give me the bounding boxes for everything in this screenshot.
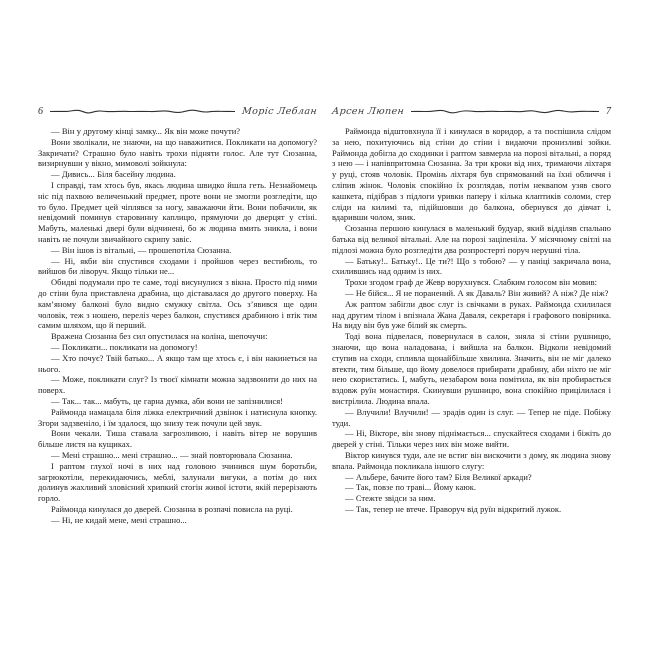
page-number-right: 7 — [606, 105, 611, 117]
running-head-author: Моріс Леблан — [241, 105, 318, 117]
paragraph: — Ні, не кидай мене, мені страшно... — [51, 514, 187, 525]
paragraph: Сюзанна першою кинулася в маленький будуар, який відділяв спальню батька від великої вітальні. Але на порозі заціпеніла. У місячному світлі на підлозі можна було розгледіти два розпростерті поруч нерушні тіла. — [332, 223, 611, 255]
paragraph: І справді, там хтось був, якась людина швидко йшла геть. Незнайомець ніс під пахвою величенький предмет, проте вони не змогли розгледіти, що то було. Предмет цей чіплявся за ногу, заважаючи йти. Вони побачили, як невідомий поминув старовинну каплицю, прямуючи до дверцят у стіні. Мабуть, маленькі двері були відчинені, бо ж людина вмить зникла, і вони навіть не почули звичайного скрипу завіс. — [38, 179, 317, 244]
decorative-squiggle-rule — [50, 107, 235, 116]
paragraph: Аж раптом забігли двоє слуг із свічками в руках. Раймонда схилилася над другим тілом і впізнала Жана Даваля, секретаря і графового повірника. На виду він був уже білий як смерть. — [332, 298, 611, 331]
paragraph: Трохи згодом граф де Жевр ворухнувся. Слабким голосом він мовив: — [345, 277, 597, 288]
paragraph: Тоді вона підвелася, повернулася в салон, зняла зі стіни рушницю, знаючи, що вона наладована, і вийшла на балкон. Відколи невідомий ступив на сходи, спливла щонайбільше хвилина. Значить, він не міг далеко втекти, тим більше, що йому довелося прибирати драбину, аби ніхто не міг нею скористатись. І, мабуть, незабаром вона помітила, як він пробирається вздовж руїн монастиря. Скинувши рушницю, вона спокійно прицілилася і вистрілила. Людина впала. — [332, 331, 611, 406]
paragraph: — Ні, якби він спустився сходами і пройшов через вестибюль, то вийшов би ліворуч. Якщо тільки не... — [38, 255, 317, 277]
running-head-right — [332, 104, 611, 119]
paragraph: — Покликати... покликати на допомогу! — [51, 341, 198, 352]
paragraph: — Влучили! Влучили! — зрадів один із слуг. — Тепер не піде. Побіжу туди. — [332, 406, 611, 428]
paragraph: І раптом глухої ночі в них над головою зчинився шум боротьби, загрюкотіли, перекидаючись, меблі, залунали вигуки, а потім до них долинув жахливий зловісний хрипкий стогін живої істоти, якій перерізають горло. — [38, 460, 317, 504]
paragraph: — Мені страшно... мені страшно... — знай повторювала Сюзанна. — [51, 449, 293, 460]
paragraph: Раймонда відштовхнула її і кинулася в коридор, а та поспішила слідом за нею, похитуючись від стіни до стіни і видаючи пронизливі зойки. Раймонда добігла до сходинки і раптом завмерла на порозі вітальні, а поряд з нею — і напівпритомна Сюзанна. За три кроки від них, тримаючи ліхтаря у руці, стояв чоловік. Промінь ліхтаря був спрямований на їхні обличчя і сліпив жінок. Чоловік спокійно їх розглядав, потім неквапом узяв свого кашкета, підібрав з підлоги уривки паперу і кілька клаптиків соломи, стер сліди на килимі та, підійшовши до балкона, обернувся до дівчат і, вдаривши чолом, зник. — [332, 126, 611, 223]
paragraph: Вони зволікали, не знаючи, на що наважитися. Покликати на допомогу? Закричати? Страшно було навіть трохи підняти голос. Але тут Сюзанна, визирнувши у вікно, мимоволі зойкнула: — [38, 136, 317, 169]
paragraph: Віктор кинувся туди, але не встиг він вискочити з дому, як людина знову впала. Раймонда покликала іншого слугу: — [332, 449, 611, 471]
paragraph: — Ні, Вікторе, він знову піднімається... спускайтеся сходами і біжіть до дверей у стіні. Тільки через них він може вийти. — [332, 428, 611, 450]
paragraph: — Він у другому кінці замку... Як він може почути? — [51, 126, 241, 136]
paragraph: — Не бійся... Я не поранений. А як Даваль? Він живий? А ніж? Де ніж? — [345, 287, 609, 298]
paragraph: Обидві подумали про те саме, тоді висунулися з вікна. Просто під ними до стіни була приставлена драбина, що діставалася до другого поверху. На кам’яному балконі було видно смужку світла. Ось з’явився ще один чоловік, теж з ношею, переліз через балкон, спустився драбиною і втік тим самим шляхом, що й перший. — [38, 277, 317, 331]
paragraph: — Так, тепер не втече. Праворуч від руїн відкритий лужок. — [345, 503, 562, 514]
paragraph: — Може, покликати слуг? Із твоєї кімнати можна задзвонити до них на поверх. — [38, 374, 317, 396]
paragraph: — Альбере, бачите його там? Біля Великої аркади? — [345, 471, 532, 482]
paragraph: Раймонда намацала біля ліжка електричний дзвінок і натиснула кнопку. Згори задзвеніло, і їм здалося, що знизу теж почули цей звук. — [38, 406, 317, 428]
paragraph: Вражена Сюзанна без сил опустилася на коліна, шепочучи: — [51, 331, 268, 342]
page-text-left — [38, 126, 317, 525]
paragraph: — Стежте звідси за ним. — [345, 493, 436, 504]
paragraph: — Батьку!.. Батьку!.. Це ти?! Що з тобою? — у паніці закричала вона, схилившись над одним із них. — [332, 255, 611, 277]
paragraph: — Так, повзе по траві... Йому каюк. — [345, 482, 477, 493]
page-text-right — [332, 126, 611, 515]
running-head-left — [38, 104, 317, 119]
paragraph: Вони чекали. Тиша ставала загрозливою, і навіть вітер не ворушив більше листя на кущиках. — [38, 428, 317, 450]
decorative-squiggle-rule — [411, 107, 599, 116]
page-right — [332, 104, 611, 515]
paragraph: Раймонда кинулася до дверей. Сюзанна в розпачі повисла на руці. — [51, 503, 293, 514]
page-left — [38, 104, 317, 525]
paragraph: — Хто почує? Твій батько... А якщо там ще хтось є, і він накинеться на нього. — [38, 352, 317, 374]
paragraph: — Так... так... мабуть, це гарна думка, аби вони не запізнилися! — [51, 395, 284, 406]
running-head-title: Арсен Люпен — [331, 105, 405, 117]
page-number-left: 6 — [38, 105, 43, 117]
paragraph: — Він ішов із вітальні, — прошепотіла Сюзанна. — [51, 244, 232, 255]
paragraph: — Дивись... Біля басейну людина. — [51, 169, 176, 180]
